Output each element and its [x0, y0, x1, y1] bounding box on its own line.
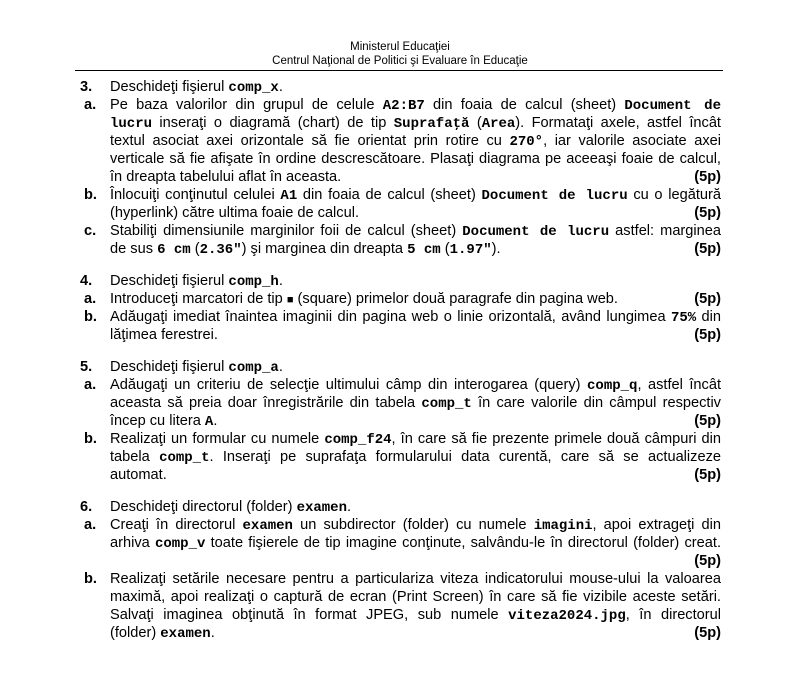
text: (	[440, 241, 450, 257]
code: Document de lucru	[481, 188, 628, 204]
text: Realizaţi un formular cu numele	[110, 431, 325, 447]
text: un subdirector (folder) cu numele	[292, 517, 534, 533]
text: Introduceţi marcatori de tip	[110, 291, 287, 307]
text: cu o legătură	[627, 187, 721, 203]
code: Area	[481, 116, 516, 132]
intro-text: Deschideţi fişierul	[110, 79, 229, 95]
subitem-letter: b.	[84, 309, 97, 325]
q3a-line1	[110, 96, 721, 115]
code: A1	[280, 188, 298, 204]
text: Stabiliţi dimensiunile marginilor foii de calcul (sheet)	[110, 223, 463, 239]
q4a-line1	[110, 290, 618, 309]
subitem-letter: a.	[84, 97, 97, 113]
q5b-line1	[110, 430, 721, 449]
text: .	[210, 625, 215, 641]
q5a-line3	[110, 412, 217, 431]
subitem-letter: a.	[84, 517, 97, 533]
points-badge: (5p)	[694, 625, 721, 641]
subitem-letter: a.	[84, 291, 97, 307]
text: tabela	[110, 449, 160, 465]
text: . Inseraţi pe suprafaţa formularului data curentă, care să se actualizeze	[209, 449, 721, 465]
code: Document de	[624, 98, 721, 114]
file-name: comp_h	[228, 274, 279, 290]
text: .	[213, 413, 218, 429]
q6b-line3	[110, 606, 721, 625]
code: 270°	[509, 134, 544, 150]
points-badge: (5p)	[694, 467, 721, 483]
text: încep cu litera	[110, 413, 205, 429]
code: 1.97″	[449, 242, 492, 258]
text: ). Formataţi axele, astfel încât	[515, 115, 721, 131]
text: (	[190, 241, 200, 257]
subitem-letter: b.	[84, 187, 97, 203]
text: Creaţi în directorul	[110, 517, 243, 533]
text: Înlocuiţi conţinutul celulei	[110, 187, 281, 203]
header-ministry: Ministerul Educaţiei	[350, 41, 450, 53]
q6b-line1: Realizaţi setările necesare pentru a particulariza viteza indicatorului mouse-ului la valoarea	[110, 571, 721, 587]
question-number: 5.	[80, 359, 93, 375]
text: (square) primelor două paragrafe din pagina web.	[293, 291, 618, 307]
points-badge: (5p)	[694, 291, 721, 307]
square-bullet-icon: ■	[286, 294, 294, 306]
text: Adăugaţi un criteriu de selecţie ultimului câmp din interogarea (query)	[110, 377, 588, 393]
text: în care valorile din câmpul respectiv	[471, 395, 721, 411]
subitem-letter: a.	[84, 377, 97, 393]
q3a-line4: verticale să fie afişate în ordine descrescătoare. Plasaţi diagrama pe aceeaşi foaie de calcul,	[110, 151, 721, 167]
subitem-letter: b.	[84, 571, 97, 587]
code: Suprafaţă	[393, 116, 470, 132]
question-intro	[110, 358, 283, 377]
code: examen	[160, 626, 211, 642]
code: 5 cm	[407, 242, 441, 258]
code: Document de lucru	[462, 224, 610, 240]
points-badge: (5p)	[694, 413, 721, 429]
q4b-line2: lăţimea ferestrei.	[110, 327, 218, 343]
points-badge: (5p)	[694, 553, 721, 569]
question-number: 3.	[80, 79, 93, 95]
text: toate fişierele de tip imagine conţinute, salvându-le în directorul (folder) creat.	[205, 535, 722, 551]
subitem-letter: c.	[84, 223, 97, 239]
q3b-line1	[110, 186, 721, 205]
text: , astfel încât	[637, 377, 721, 393]
intro-text: Deschideţi directorul (folder)	[110, 499, 297, 515]
text: (	[469, 115, 482, 131]
q6b-line2: maximă, apoi realizaţi o captură de ecran (Print Screen) în care să fie vizibile aceste setări.	[110, 589, 721, 605]
text: , iar valorile asociate axei	[543, 133, 722, 149]
q3c-line1	[110, 222, 721, 241]
q4b-line1	[110, 308, 721, 327]
question-intro	[110, 498, 351, 517]
code: A	[204, 414, 214, 430]
question-intro	[110, 272, 283, 291]
points-badge: (5p)	[694, 327, 721, 343]
q3a-line3	[110, 132, 721, 151]
text: aceasta să preia doar înregistrările din tabela	[110, 395, 422, 411]
text: textul asociat axei orizontale să fie orientat prin rotire cu	[110, 133, 510, 149]
q3a-line5: în dreapta tabelului aflat în aceasta.	[110, 169, 342, 185]
text: ) şi marginea din dreapta	[241, 241, 408, 257]
text: astfel: marginea	[609, 223, 722, 239]
intro-end: .	[278, 359, 283, 375]
code: A2:B7	[382, 98, 425, 114]
file-name: comp_a	[228, 360, 279, 376]
intro-end: .	[346, 499, 352, 515]
question-intro	[110, 78, 283, 97]
q5a-line1	[110, 376, 721, 395]
q5a-line2	[110, 394, 721, 413]
q5b-line3: automat.	[110, 467, 167, 483]
q6a-line2	[110, 534, 721, 553]
text: (folder)	[110, 625, 161, 641]
text: din foaia de calcul (sheet)	[297, 187, 482, 203]
code: comp_q	[587, 378, 638, 394]
code: viteza2024.jpg	[508, 608, 626, 624]
q6b-line4	[110, 624, 215, 643]
text: , în directorul	[625, 607, 721, 623]
code: comp_f24	[324, 432, 392, 448]
points-badge: (5p)	[694, 169, 721, 185]
text: din foaia de calcul (sheet)	[424, 97, 625, 113]
folder-name: examen	[296, 500, 347, 516]
points-badge: (5p)	[694, 205, 721, 221]
text: de sus	[110, 241, 158, 257]
text: Pe baza valorilor din grupul de celule	[110, 97, 383, 113]
code: 6 cm	[157, 242, 191, 258]
intro-text: Deschideţi fişierul	[110, 273, 229, 289]
q3c-line2	[110, 240, 501, 259]
question-number: 6.	[80, 499, 93, 515]
q5b-line2	[110, 448, 721, 467]
text: , în care să fie prezente primele două câmpuri din	[391, 431, 722, 447]
code: lucru	[110, 116, 153, 132]
code: 2.36″	[199, 242, 242, 258]
intro-text: Deschideţi fişierul	[110, 359, 229, 375]
code: 75%	[670, 310, 697, 326]
q3a-line2	[110, 114, 721, 133]
intro-end: .	[278, 273, 283, 289]
text: inseraţi o diagramă (chart) de tip	[152, 115, 394, 131]
text: din	[696, 309, 721, 325]
code: examen	[242, 518, 293, 534]
header-center: Centrul Naţional de Politici şi Evaluare în Educaţie	[272, 55, 528, 67]
question-number: 4.	[80, 273, 93, 289]
text: Salvaţi imaginea obţinută în format JPEG, sub numele	[110, 607, 509, 623]
points-badge: (5p)	[694, 241, 721, 257]
code: comp_t	[421, 396, 472, 412]
subitem-letter: b.	[84, 431, 97, 447]
text: arhiva	[110, 535, 155, 551]
q6a-line1	[110, 516, 721, 535]
intro-end: .	[278, 79, 283, 95]
q3b-line2: (hyperlink) către ultima foaie de calcul.	[110, 205, 360, 221]
text: , apoi extrageţi din	[592, 517, 721, 533]
code: imagini	[533, 518, 593, 534]
file-name: comp_x	[228, 80, 279, 96]
code: comp_t	[159, 450, 210, 466]
code: comp_v	[154, 536, 206, 552]
text: Adăugaţi imediat înaintea imaginii din pagina web o linie orizontală, având lungimea	[110, 309, 671, 325]
text: ).	[491, 241, 501, 257]
header-divider	[75, 70, 723, 71]
